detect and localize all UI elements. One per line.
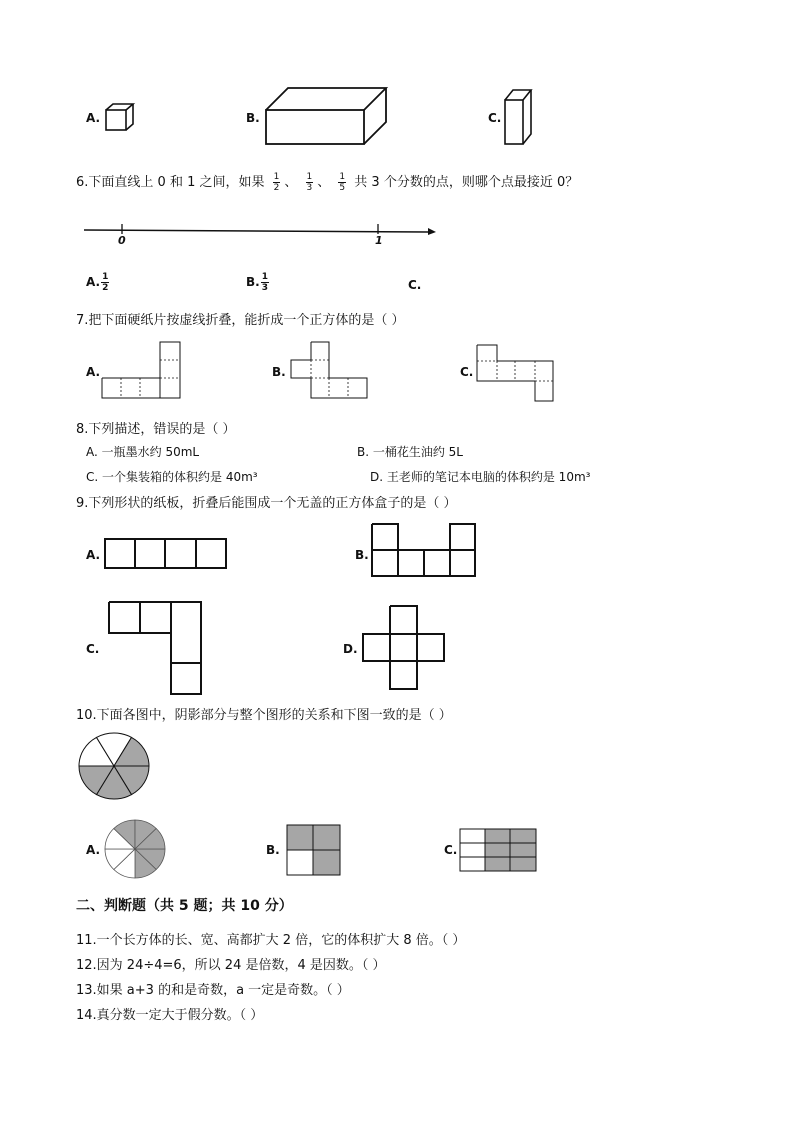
q6-option-c[interactable] — [408, 278, 421, 292]
q6-number-line — [82, 222, 438, 252]
number-line-label-1: 1 — [375, 234, 383, 247]
q10-option-b-label: B. — [266, 843, 280, 857]
q10-option-c-grid-figure[interactable] — [459, 828, 539, 874]
q7-option-b-net-figure[interactable] — [291, 340, 371, 400]
q6-fraction-half — [273, 172, 281, 193]
q8-option-a[interactable]: A. 一瓶墨水约 50mL — [86, 445, 200, 459]
q6-fraction-num: 1 — [339, 172, 346, 182]
q6-fraction-den: 5 — [339, 183, 346, 193]
q6-text-start: 6.下面直线上 0 和 1 之间，如果 — [76, 175, 265, 190]
q5-option-c-label: C. — [488, 111, 502, 125]
q10-option-b-square-figure[interactable] — [286, 824, 342, 876]
q6-option-den: 3 — [261, 283, 268, 293]
q5-option-a-label: A. — [86, 111, 101, 125]
q10-reference-pie-figure — [78, 732, 150, 800]
q5-option-b-box-figure[interactable] — [264, 86, 388, 146]
q6-fraction-den: 2 — [273, 183, 280, 193]
number-line-label-0: 0 — [118, 234, 126, 247]
q7-option-a-label: A. — [86, 365, 101, 379]
judgement-item-12[interactable]: 12.因为 24÷4=6，所以 24 是倍数，4 是因数。（ ） — [76, 958, 386, 973]
q6-option-a-fraction — [101, 272, 109, 293]
q5-option-b-label: B. — [246, 111, 260, 125]
q6-option-b[interactable] — [246, 272, 273, 293]
question-10-text: 10.下面各图中，阴影部分与整个图形的关系和下图一致的是（ ） — [76, 708, 452, 723]
judgement-item-11[interactable]: 11.一个长方体的长、宽、高都扩大 2 倍，它的体积扩大 8 倍。（ ） — [76, 933, 466, 948]
q6-option-a-label: A. — [86, 275, 101, 289]
section-2-heading: 二、判断题（共 5 题；共 10 分） — [76, 898, 293, 914]
q9-option-a-label: A. — [86, 548, 101, 562]
q7-option-b-label: B. — [272, 365, 286, 379]
judgement-item-13[interactable]: 13.如果 a+3 的和是奇数，a 一定是奇数。（ ） — [76, 983, 350, 998]
judgement-item-14[interactable]: 14.真分数一定大于假分数。（ ） — [76, 1008, 264, 1023]
q9-option-d-net-figure[interactable] — [362, 605, 446, 691]
q7-option-c-net-figure[interactable] — [477, 343, 557, 403]
q10-option-c-label: C. — [444, 843, 458, 857]
q6-option-num: 1 — [261, 272, 268, 282]
q9-option-b-net-figure[interactable] — [371, 523, 477, 578]
q10-option-a-pie-figure[interactable] — [103, 818, 167, 880]
q9-option-c-net-figure[interactable] — [108, 601, 204, 696]
q5-option-a-cube-figure[interactable] — [104, 102, 136, 132]
q6-option-c-label: C. — [408, 278, 422, 292]
q6-separator: 、 — [317, 175, 331, 190]
q9-option-d-label: D. — [343, 642, 358, 656]
q8-option-c[interactable]: C. 一个集装箱的体积约是 40m³ — [86, 470, 258, 484]
q7-option-a-net-figure[interactable] — [102, 340, 182, 400]
q6-option-a[interactable] — [86, 272, 113, 293]
q6-fraction-fifth — [338, 172, 346, 193]
q5-option-c-tall-box-figure[interactable] — [503, 88, 533, 146]
q6-fraction-third — [306, 172, 314, 193]
q6-option-den: 2 — [102, 283, 109, 293]
question-8-text: 8.下列描述，错误的是（ ） — [76, 422, 236, 437]
q6-fraction-num: 1 — [306, 172, 313, 182]
question-6-text — [76, 171, 578, 193]
q9-option-c-label: C. — [86, 642, 100, 656]
q6-option-b-label: B. — [246, 275, 260, 289]
question-7-text: 7.把下面硬纸片按虚线折叠，能折成一个正方体的是（ ） — [76, 313, 405, 328]
question-9-text: 9.下列形状的纸板，折叠后能围成一个无盖的正方体盒子的是（ ） — [76, 496, 457, 511]
q8-option-b[interactable]: B. 一桶花生油约 5L — [357, 445, 463, 459]
q10-option-a-label: A. — [86, 843, 101, 857]
q6-fraction-num: 1 — [273, 172, 280, 182]
q6-option-num: 1 — [102, 272, 109, 282]
q6-fraction-den: 3 — [306, 183, 313, 193]
q8-option-d[interactable]: D. 王老师的笔记本电脑的体积约是 10m³ — [370, 470, 591, 484]
q7-option-c-label: C. — [460, 365, 474, 379]
q6-option-b-fraction — [261, 272, 269, 293]
q6-text-end: 共 3 个分数的点，则哪个点最接近 0？ — [354, 175, 579, 190]
q6-separator: 、 — [284, 175, 298, 190]
q9-option-b-label: B. — [355, 548, 369, 562]
q9-option-a-net-figure[interactable] — [104, 538, 228, 570]
